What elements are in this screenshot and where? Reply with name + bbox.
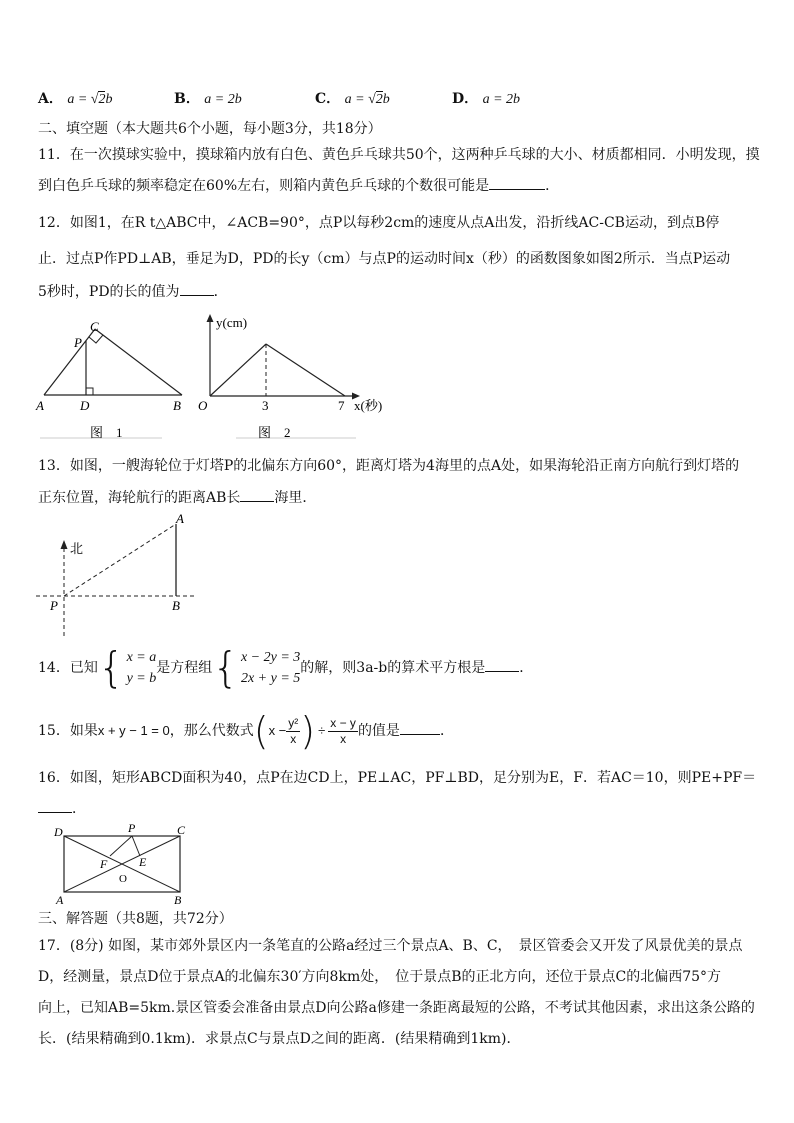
option-c-tail: b (382, 92, 390, 107)
q14-pre: 14．已知 (38, 660, 98, 676)
q15-fraction-1 (286, 716, 300, 747)
q14-brace-1: { (97, 643, 125, 692)
q12-line3-text: 5秒时，PD的长的值为 (38, 284, 180, 300)
q13-line2 (38, 489, 316, 507)
q16-label-f: F (100, 857, 108, 871)
q13-line2-end: 海里． (274, 490, 317, 506)
fig2-y-label: y(cm) (216, 315, 248, 330)
q15-answer-blank[interactable] (400, 722, 440, 735)
q15-divide: ÷ (318, 723, 326, 738)
q14-line (38, 644, 533, 692)
q16-label-o: O (119, 873, 127, 885)
q15-equation: x + y − 1 = 0 (97, 723, 170, 738)
q15-post: 的值是 (357, 723, 400, 739)
option-a-label: A． (38, 91, 63, 107)
q15-frac2-num: x − y (330, 715, 356, 730)
option-d (452, 88, 520, 108)
option-a-expr: a = (67, 92, 91, 107)
option-c-sqrt: 2 (375, 92, 383, 107)
option-c-sqrt-sign: √ (368, 92, 376, 107)
q16-label-p: P (128, 822, 136, 835)
fig1-label-a: A (36, 398, 44, 413)
q14-end: ． (519, 660, 534, 676)
q13-figure (36, 510, 206, 640)
option-c (315, 88, 390, 108)
option-d-label: D． (452, 91, 479, 107)
option-c-expr: a = (344, 92, 369, 107)
fig1-label-d: D (80, 398, 90, 413)
option-a (38, 88, 112, 108)
q15-fraction-2 (328, 716, 358, 747)
option-b (174, 88, 242, 108)
q15-x-minus: x − (268, 723, 287, 738)
q14-system-2 (241, 647, 300, 689)
fig1-label-b: B (173, 398, 181, 413)
q14-system-1 (127, 647, 157, 689)
q13-label-p: P (50, 598, 58, 613)
fig1-label-p: P (74, 335, 82, 350)
q16-line1: 16．如图，矩形ABCD面积为40，点P在边CD上，PE⊥AC，PF⊥BD，足分别为E，F．若AC＝10，则PE+PF＝ (38, 770, 757, 786)
fig2-tick-3: 3 (262, 398, 269, 413)
fig1-caption: 图 1 (90, 425, 123, 440)
q17-line3: 向上，已知AB=5km.景区管委会准备由景点D向公路a修建一条距离最短的公路，不考试其他因素，求出这条公路的 (38, 1000, 755, 1016)
q11-line2-end: ． (545, 178, 560, 194)
q16-figure (50, 822, 200, 908)
q15-line (38, 708, 454, 754)
q12-figure-1 (32, 316, 202, 446)
q16-label-e: E (139, 855, 147, 869)
q15-paren-close: ) (300, 709, 316, 753)
fig2-x-label: x(秒) (354, 398, 383, 413)
q16-label-c: C (177, 823, 186, 837)
q15-paren-open: ( (253, 709, 269, 753)
q14-sys1-row2: y = b (126, 671, 157, 686)
q13-line1: 13．如图，一艘海轮位于灯塔P的北偏东方向60°，距离灯塔为4海里的点A处，如果海轮沿正南方向航行到灯塔的 (38, 458, 740, 474)
option-b-label: B． (174, 91, 200, 107)
q11-line2-text: 到白色乒乓球的频率稳定在60%左右，则箱内黄色乒乓球的个数很可能是 (38, 178, 490, 194)
q15-frac1-den: x (290, 731, 297, 746)
q12-line3 (38, 283, 228, 301)
fig1-label-c: C (90, 319, 99, 334)
q11-line2 (38, 177, 559, 195)
q15-frac2-den: x (340, 731, 347, 746)
q16-line2 (38, 800, 86, 818)
q14-sys2-row1: x − 2y = 3 (240, 650, 301, 665)
q13-line2-text: 正东位置，海轮航行的距离AB长 (38, 490, 241, 506)
q12-line2: 止．过点P作PD⊥AB，垂足为D，PD的长y（cm）与点P的运动时间x（秒）的函数图象如图2所示．当点P运动 (38, 251, 731, 267)
section2-title: 二、填空题（本大题共6个小题，每小题3分，共18分） (38, 121, 382, 137)
fig2-tick-7: 7 (338, 398, 345, 413)
option-a-sqrt: 2 (98, 92, 106, 107)
q13-label-b: B (172, 598, 180, 613)
q12-answer-blank[interactable] (180, 283, 214, 296)
q17-line4: 长．(结果精确到0.1km)．求景点C与景点D之间的距离．(结果精确到1km)． (38, 1031, 521, 1047)
q13-answer-blank[interactable] (240, 489, 274, 502)
option-b-expr: a = 2b (204, 92, 242, 107)
q15-frac1-num: y² (288, 715, 299, 730)
fig2-origin: O (198, 398, 208, 413)
q15-mid: ，那么代数式 (169, 723, 254, 739)
q16-label-d: D (54, 825, 63, 839)
option-c-label: C． (315, 91, 341, 107)
q16-label-b: B (174, 893, 182, 907)
q12-line1: 12．如图1，在R t△ABC中，∠ACB=90°，点P以每秒2cm的速度从点A出发，沿折线AC-CB运动，到点B停 (38, 215, 720, 231)
q11-line1: 11．在一次摸球实验中，摸球箱内放有白色、黄色乒乓球共50个，这两种乒乓球的大小、材质都相同．小明发现，摸 (38, 147, 760, 163)
q13-label-a: A (176, 511, 184, 526)
q11-answer-blank[interactable] (489, 177, 545, 190)
q14-sys2-row2: 2x + y = 5 (240, 671, 301, 686)
q14-brace-2: { (212, 643, 239, 692)
q17-line2: D，经测量，景点D位于景点A的北偏东30′方向8km处， 位于景点B的正北方向，还位于景点C的北偏西75°方 (38, 969, 722, 985)
q16-answer-blank[interactable] (38, 800, 72, 813)
q15-end: ． (439, 723, 454, 739)
fig2-caption: 图 2 (258, 425, 291, 440)
section3-title: 三、解答题（共8题，共72分） (38, 911, 233, 927)
option-d-expr: a = 2b (482, 92, 521, 107)
q14-post: 的解，则3a-b的算术平方根是 (300, 660, 486, 676)
q14-mid: 是方程组 (156, 660, 213, 676)
option-a-tail: b (105, 92, 113, 107)
q16-line2-end: ． (72, 801, 86, 817)
q14-sys1-row1: x = a (126, 650, 157, 665)
q17-line1: 17．(8分) 如图，某市郊外景区内一条笔直的公路a经过三个景点A、B、C， 景区管委会又开发了风景优美的景点 (38, 938, 743, 954)
q14-answer-blank[interactable] (485, 659, 519, 672)
q12-figure-2 (196, 312, 396, 446)
q13-north-label: 北 (70, 541, 84, 556)
q12-line3-end: ． (213, 284, 228, 300)
option-a-sqrt-sign: √ (90, 92, 99, 107)
q15-pre: 15．如果 (38, 723, 98, 739)
q16-label-a: A (56, 893, 64, 907)
